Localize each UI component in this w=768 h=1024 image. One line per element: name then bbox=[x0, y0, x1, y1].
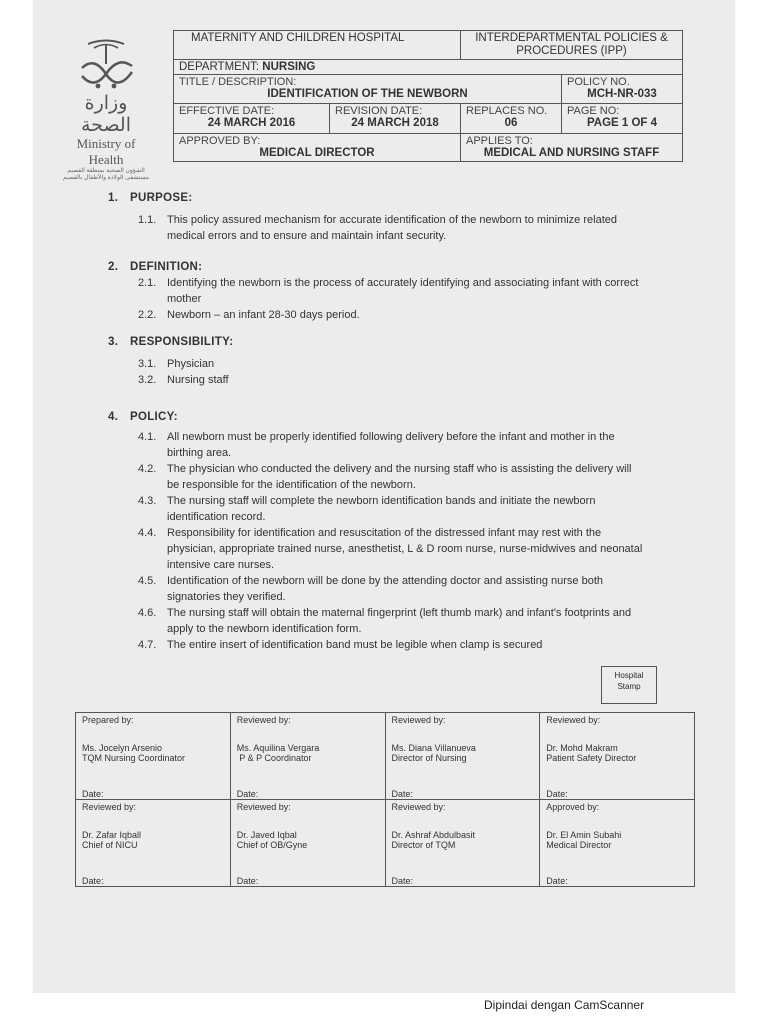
page-no-value: PAGE 1 OF 4 bbox=[586, 117, 658, 129]
page-no-label: PAGE NO: bbox=[567, 105, 620, 117]
replaces-no-label: REPLACES NO. bbox=[466, 105, 548, 117]
signature-cell bbox=[540, 713, 695, 800]
section-responsibility bbox=[108, 336, 698, 386]
approved-by-label: APPROVED BY: bbox=[179, 135, 261, 147]
signature-role: Prepared by: bbox=[82, 715, 134, 725]
item-line: identification record. bbox=[167, 511, 266, 523]
section-number: 4. bbox=[108, 411, 119, 423]
signature-cell bbox=[230, 800, 385, 887]
signatory-title: P & P Coordinator bbox=[236, 753, 312, 763]
item-number: 4.5. bbox=[138, 575, 157, 587]
signatory-name: Dr. El Amin Subahi bbox=[546, 830, 622, 840]
signature-role: Reviewed by: bbox=[546, 715, 601, 725]
section-number: 3. bbox=[108, 336, 119, 348]
item-line: Physician bbox=[167, 358, 215, 370]
item-line: birthing area. bbox=[167, 447, 232, 459]
signature-role: Reviewed by: bbox=[236, 715, 291, 725]
signature-cell bbox=[540, 800, 695, 887]
signatory-name: Dr. Javed Iqbal bbox=[236, 830, 297, 840]
signature-date: Date: bbox=[236, 789, 259, 799]
signature-date: Date: bbox=[82, 789, 104, 799]
stamp-label-line-2: Stamp bbox=[617, 682, 641, 691]
department-label: DEPARTMENT: bbox=[179, 61, 260, 73]
item-line: be responsible for the identification of the newborn. bbox=[167, 479, 416, 491]
applies-to-value: MEDICAL AND NURSING STAFF bbox=[483, 147, 660, 159]
signature-role: Approved by: bbox=[546, 802, 600, 812]
signature-cell bbox=[230, 713, 385, 800]
signatory-title: Chief of OB/Gyne bbox=[236, 840, 308, 850]
section-title: RESPONSIBILITY: bbox=[130, 336, 234, 348]
logo-arabic-sub-2: مستشفى الولادة والأطفال بالقصيم bbox=[63, 175, 149, 181]
signature-role: Reviewed by: bbox=[391, 802, 446, 812]
item-line: Newborn – an infant 28-30 days period. bbox=[167, 309, 360, 321]
signature-cell bbox=[385, 713, 540, 800]
signatory-title: Patient Safety Director bbox=[546, 753, 637, 763]
item-line: All newborn must be properly identified following delivery before the infant and mother in the bbox=[167, 431, 615, 443]
section-title: DEFINITION: bbox=[130, 261, 203, 273]
policy-no-value: MCH-NR-033 bbox=[587, 88, 657, 100]
signatory-name: Ms. Jocelyn Arsenio bbox=[82, 743, 163, 753]
item-text bbox=[167, 493, 694, 525]
item-line: The nursing staff will complete the newborn identification bands and initiate the newborn bbox=[167, 495, 596, 507]
item-line: Identifying the newborn is the process of accurately identifying and associating infant with correct bbox=[167, 277, 639, 289]
signature-table bbox=[75, 712, 695, 887]
item-text bbox=[167, 212, 694, 244]
signature-role: Reviewed by: bbox=[391, 715, 446, 725]
department-value: NURSING bbox=[262, 61, 316, 73]
signature-cell bbox=[76, 800, 231, 887]
item-text bbox=[167, 275, 694, 307]
signatory-name: Dr. Ashraf Abdulbasit bbox=[391, 830, 476, 840]
section-purpose bbox=[108, 192, 698, 242]
item-text bbox=[167, 356, 694, 372]
signature-date: Date: bbox=[546, 876, 568, 886]
item-line: medical errors and to ensure and maintain infant security. bbox=[167, 230, 447, 242]
item-text bbox=[167, 573, 694, 605]
signatory-title: Director of TQM bbox=[391, 840, 456, 850]
section-title: POLICY: bbox=[130, 411, 178, 423]
item-text bbox=[167, 461, 694, 493]
section-heading bbox=[108, 336, 698, 348]
policy-type: INTERDEPARTMENTAL POLICIES & PROCEDURES (IPP) bbox=[475, 32, 668, 57]
section-title: PURPOSE: bbox=[130, 192, 193, 204]
approved-by-value: MEDICAL DIRECTOR bbox=[259, 147, 375, 159]
effective-date-label: EFFECTIVE DATE: bbox=[179, 105, 275, 117]
signature-date: Date: bbox=[236, 876, 259, 886]
revision-date-label: REVISION DATE: bbox=[335, 105, 423, 117]
signatory-name: Ms. Diana Villanueva bbox=[391, 743, 476, 753]
logo-english-name: Ministry of Health bbox=[76, 136, 136, 167]
item-number: 4.4. bbox=[138, 527, 157, 539]
signature-date: Date: bbox=[391, 876, 414, 886]
signatory-name: Dr. Mohd Makram bbox=[546, 743, 618, 753]
item-number: 3.1. bbox=[138, 358, 157, 370]
item-number: 2.1. bbox=[138, 277, 157, 289]
signature-row bbox=[76, 800, 695, 887]
item-text bbox=[167, 605, 694, 637]
applies-to-label: APPLIES TO: bbox=[466, 135, 533, 147]
logo-arabic-sub-1: الشؤون الصحية بمنطقة القصيم bbox=[67, 168, 145, 174]
signatory-title: Medical Director bbox=[546, 840, 612, 850]
effective-date-value: 24 MARCH 2016 bbox=[207, 117, 296, 129]
replaces-no-value: 06 bbox=[504, 117, 518, 129]
item-text bbox=[167, 637, 694, 653]
section-heading bbox=[108, 261, 698, 273]
item-line: Responsibility for identification and resuscitation of the distressed infant may rest with the bbox=[167, 527, 602, 539]
section-heading bbox=[108, 411, 698, 423]
signature-date: Date: bbox=[546, 789, 568, 799]
item-line: Nursing staff bbox=[167, 374, 229, 386]
item-text bbox=[167, 372, 694, 388]
section-number: 1. bbox=[108, 192, 119, 204]
item-line: The entire insert of identification band must be legible when clamp is secured bbox=[167, 639, 543, 651]
item-number: 4.3. bbox=[138, 495, 157, 507]
item-text bbox=[167, 429, 694, 461]
item-line: mother bbox=[167, 293, 202, 305]
item-number: 4.1. bbox=[138, 431, 157, 443]
palm-and-swords-emblem-icon bbox=[74, 38, 138, 90]
item-number: 4.2. bbox=[138, 463, 157, 475]
item-line: This policy assured mechanism for accurate identification of the newborn to minimize related bbox=[167, 214, 617, 226]
section-policy bbox=[108, 411, 698, 651]
section-heading bbox=[108, 192, 698, 204]
signatory-title: Chief of NICU bbox=[82, 840, 138, 850]
section-number: 2. bbox=[108, 261, 119, 273]
signature-role: Reviewed by: bbox=[236, 802, 291, 812]
item-text bbox=[167, 525, 694, 573]
signatory-name: Ms. Aquilina Vergara bbox=[236, 743, 320, 753]
policy-no-label: POLICY NO. bbox=[567, 76, 630, 88]
policy-header-table bbox=[173, 30, 683, 162]
signatory-title: Director of Nursing bbox=[391, 753, 467, 763]
item-number: 2.2. bbox=[138, 309, 157, 321]
item-number: 1.1. bbox=[138, 214, 157, 226]
revision-date-value: 24 MARCH 2018 bbox=[351, 117, 439, 129]
signature-date: Date: bbox=[391, 789, 414, 799]
hospital-name: MATERNITY AND CHILDREN HOSPITAL bbox=[191, 32, 405, 44]
item-line: intensive care nurses. bbox=[167, 559, 274, 571]
stamp-label-line-1: Hospital bbox=[614, 671, 644, 680]
item-text bbox=[167, 307, 694, 323]
item-number: 3.2. bbox=[138, 374, 157, 386]
scanner-footer: Dipindai dengan CamScanner bbox=[484, 998, 645, 1012]
signatory-name: Dr. Zafar Iqball bbox=[82, 830, 142, 840]
item-number: 4.6. bbox=[138, 607, 157, 619]
item-line: Identification of the newborn will be done by the attending doctor and assisting nurse both bbox=[167, 575, 604, 587]
item-number: 4.7. bbox=[138, 639, 157, 651]
hospital-stamp-box bbox=[601, 666, 657, 704]
signature-cell bbox=[385, 800, 540, 887]
item-line: apply to the newborn identification form. bbox=[167, 623, 362, 635]
signatory-title: TQM Nursing Coordinator bbox=[82, 753, 186, 763]
signature-date: Date: bbox=[82, 876, 104, 886]
item-line: The nursing staff will obtain the maternal fingerprint (left thumb mark) and infant's footprints and bbox=[167, 607, 632, 619]
item-line: physician, appropriate trained nurse, anesthetist, L & D room nurse, nurse-midwives and neonatal bbox=[167, 543, 643, 555]
signature-cell bbox=[76, 713, 231, 800]
ministry-logo bbox=[58, 38, 154, 182]
signature-role: Reviewed by: bbox=[82, 802, 137, 812]
signature-row bbox=[76, 713, 695, 800]
title-value: IDENTIFICATION OF THE NEWBORN bbox=[267, 88, 468, 100]
item-line: signatories they verified. bbox=[167, 591, 286, 603]
section-definition bbox=[108, 261, 698, 321]
title-label: TITLE / DESCRIPTION: bbox=[179, 76, 297, 88]
item-line: The physician who conducted the delivery and the nursing staff who is assisting the delivery will bbox=[167, 463, 632, 475]
logo-arabic-name: وزارة الصحة bbox=[81, 92, 131, 136]
